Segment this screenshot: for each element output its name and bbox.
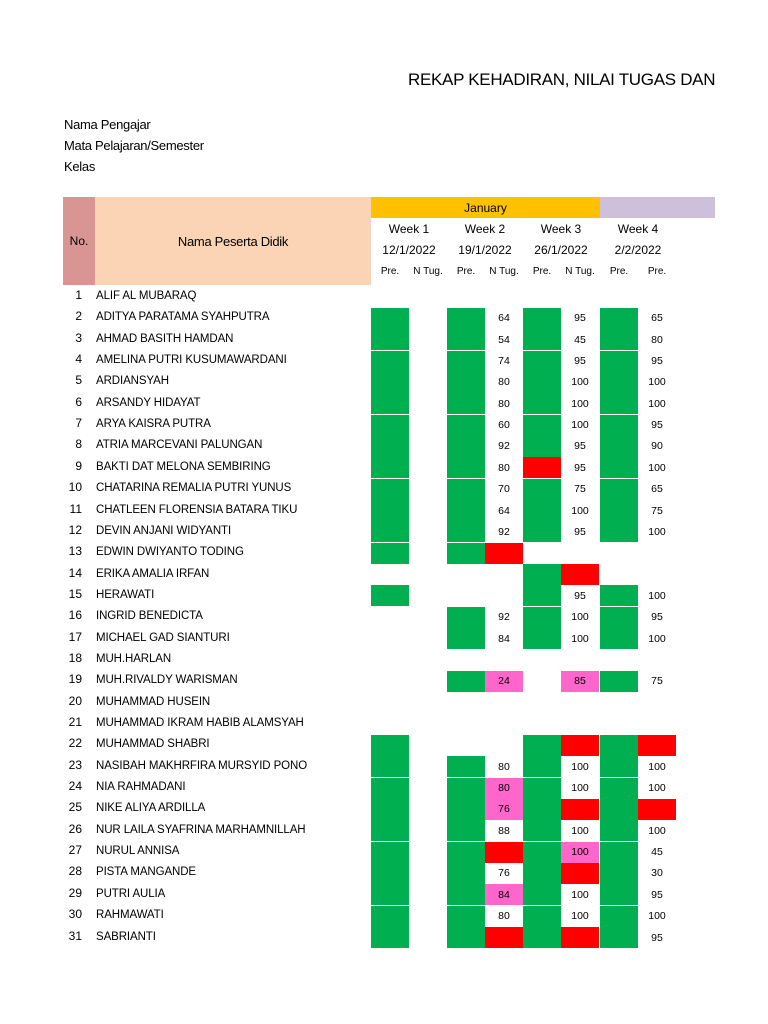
present-cell bbox=[447, 308, 485, 329]
present-cell bbox=[600, 585, 638, 606]
present-cell bbox=[600, 906, 638, 927]
present-cell bbox=[371, 521, 409, 542]
present-cell bbox=[523, 906, 561, 927]
student-name: ALIF AL MUBARAQ bbox=[96, 290, 197, 302]
score-cell: 92 bbox=[498, 440, 510, 453]
score-cell: 100 bbox=[571, 611, 589, 624]
present-cell bbox=[523, 927, 561, 948]
present-cell bbox=[523, 863, 561, 884]
present-cell bbox=[523, 778, 561, 799]
present-cell bbox=[600, 479, 638, 500]
present-cell bbox=[447, 628, 485, 649]
score-cell: 45 bbox=[651, 846, 663, 859]
present-cell bbox=[371, 735, 409, 756]
score-cell: 100 bbox=[648, 397, 666, 410]
header-month: January bbox=[371, 197, 600, 218]
present-cell bbox=[447, 521, 485, 542]
row-number: 4 bbox=[75, 352, 82, 367]
present-cell bbox=[600, 308, 638, 329]
absent-cell bbox=[561, 564, 599, 585]
score-cell: 92 bbox=[498, 525, 510, 538]
present-cell bbox=[371, 436, 409, 457]
score-cell: 100 bbox=[648, 525, 666, 538]
present-cell bbox=[447, 820, 485, 841]
row-number: 27 bbox=[68, 843, 82, 858]
score-cell: 80 bbox=[498, 910, 510, 923]
row-number: 6 bbox=[75, 394, 82, 409]
student-name: MUH.RIVALDY WARISMAN bbox=[96, 674, 238, 687]
student-name: MUH.HARLAN bbox=[96, 652, 172, 665]
score-cell: 95 bbox=[574, 525, 586, 538]
present-cell bbox=[447, 607, 485, 628]
student-name: NIA RAHMADANI bbox=[96, 781, 186, 794]
present-cell bbox=[523, 521, 561, 542]
present-cell bbox=[600, 436, 638, 457]
week-2-label: Week 2 bbox=[464, 222, 506, 236]
present-cell bbox=[447, 671, 485, 692]
score-cell: 100 bbox=[648, 782, 666, 795]
week-1-label: Week 1 bbox=[388, 222, 430, 236]
student-name: PISTA MANGANDE bbox=[96, 866, 196, 879]
student-name: MUHAMMAD IKRAM HABIB ALAMSYAH bbox=[96, 717, 304, 729]
score-cell: 95 bbox=[574, 355, 586, 368]
student-name: EDWIN DWIYANTO TODING bbox=[96, 546, 244, 559]
present-cell bbox=[371, 543, 409, 564]
absent-cell bbox=[561, 735, 599, 756]
header-no: No. bbox=[63, 197, 95, 285]
score-cell: 95 bbox=[651, 888, 663, 901]
row-number: 21 bbox=[68, 715, 82, 729]
score-cell: 100 bbox=[571, 419, 589, 432]
row-number: 11 bbox=[69, 501, 82, 516]
score-cell: 75 bbox=[651, 504, 663, 517]
sub-w4-pre: Pre. bbox=[609, 266, 629, 277]
present-cell bbox=[447, 799, 485, 820]
absent-cell bbox=[561, 863, 599, 884]
row-number: 12 bbox=[68, 522, 82, 537]
row-number: 3 bbox=[75, 330, 82, 345]
score-cell: 100 bbox=[648, 376, 666, 389]
row-number: 31 bbox=[68, 928, 82, 943]
present-cell bbox=[600, 756, 638, 777]
score-cell: 75 bbox=[651, 675, 663, 688]
row-number: 25 bbox=[68, 800, 82, 815]
score-cell: 30 bbox=[651, 867, 663, 880]
present-cell bbox=[523, 415, 561, 436]
present-cell bbox=[600, 820, 638, 841]
student-name: ADITYA PARATAMA SYAHPUTRA bbox=[96, 311, 270, 324]
row-number: 2 bbox=[75, 309, 82, 324]
present-cell bbox=[371, 799, 409, 820]
score-cell: 95 bbox=[651, 931, 663, 944]
student-name: CHATLEEN FLORENSIA BATARA TIKU bbox=[96, 503, 298, 516]
present-cell bbox=[523, 351, 561, 372]
student-name: RAHMAWATI bbox=[96, 909, 164, 922]
sub-w3-ntug: N Tug. bbox=[565, 266, 595, 277]
score-cell: 100 bbox=[648, 589, 666, 602]
student-name: ARDIANSYAH bbox=[96, 375, 169, 388]
sub-w2-pre: Pre. bbox=[456, 266, 476, 277]
present-cell bbox=[447, 372, 485, 393]
week-1-date: 12/1/2022 bbox=[382, 243, 436, 257]
score-cell-highlight: 85 bbox=[561, 671, 599, 692]
score-cell: 100 bbox=[571, 376, 589, 389]
score-cell: 84 bbox=[498, 632, 510, 645]
present-cell bbox=[523, 735, 561, 756]
week-3-date: 26/1/2022 bbox=[534, 243, 588, 257]
score-cell: 64 bbox=[498, 504, 510, 517]
student-name: NUR LAILA SYAFRINA MARHAMNILLAH bbox=[96, 823, 306, 836]
student-name: ERIKA AMALIA IRFAN bbox=[96, 567, 210, 580]
present-cell bbox=[600, 735, 638, 756]
score-cell: 70 bbox=[498, 483, 510, 496]
present-cell bbox=[371, 778, 409, 799]
score-cell-highlight: 76 bbox=[485, 799, 523, 820]
present-cell bbox=[371, 329, 409, 350]
student-name: AMELINA PUTRI KUSUMAWARDANI bbox=[96, 354, 287, 367]
present-cell bbox=[600, 457, 638, 478]
week-4-label: Week 4 bbox=[617, 222, 659, 236]
present-cell bbox=[523, 393, 561, 414]
present-cell bbox=[600, 842, 638, 863]
row-number: 29 bbox=[68, 885, 82, 900]
score-cell-highlight: 100 bbox=[561, 842, 599, 863]
present-cell bbox=[523, 884, 561, 905]
score-cell: 75 bbox=[574, 483, 586, 496]
student-name: PUTRI AULIA bbox=[96, 887, 166, 900]
present-cell bbox=[371, 820, 409, 841]
present-cell bbox=[600, 351, 638, 372]
sub-w4-pre-2: Pre. bbox=[647, 266, 667, 277]
week-3-label: Week 3 bbox=[540, 222, 582, 236]
absent-cell bbox=[561, 927, 599, 948]
present-cell bbox=[371, 756, 409, 777]
present-cell bbox=[371, 308, 409, 329]
student-name: CHATARINA REMALIA PUTRI YUNUS bbox=[96, 482, 292, 495]
present-cell bbox=[523, 628, 561, 649]
absent-cell bbox=[485, 842, 523, 863]
sub-w1-ntug: N Tug. bbox=[413, 266, 443, 277]
row-number: 30 bbox=[68, 907, 82, 922]
present-cell bbox=[600, 500, 638, 521]
present-cell bbox=[523, 842, 561, 863]
score-cell: 95 bbox=[574, 589, 586, 602]
score-cell: 76 bbox=[498, 867, 510, 880]
score-cell: 95 bbox=[651, 355, 663, 368]
row-number: 15 bbox=[68, 586, 82, 601]
present-cell bbox=[523, 329, 561, 350]
score-cell: 95 bbox=[574, 440, 586, 453]
present-cell bbox=[447, 351, 485, 372]
present-cell bbox=[371, 585, 409, 606]
row-number: 19 bbox=[68, 672, 82, 687]
score-cell: 100 bbox=[571, 397, 589, 410]
present-cell bbox=[523, 585, 561, 606]
student-name: HERAWATI bbox=[96, 588, 155, 601]
absent-cell bbox=[485, 543, 523, 564]
student-name: MUHAMMAD HUSEIN bbox=[96, 695, 211, 708]
present-cell bbox=[600, 799, 638, 820]
present-cell bbox=[600, 329, 638, 350]
score-cell: 45 bbox=[574, 333, 586, 346]
score-cell: 80 bbox=[498, 461, 510, 474]
present-cell bbox=[447, 393, 485, 414]
row-number: 20 bbox=[68, 693, 82, 708]
present-cell bbox=[600, 415, 638, 436]
score-cell: 100 bbox=[648, 760, 666, 773]
present-cell bbox=[371, 863, 409, 884]
row-number: 8 bbox=[75, 437, 82, 452]
score-cell: 100 bbox=[571, 760, 589, 773]
student-name: NIKE ALIYA ARDILLA bbox=[96, 802, 206, 815]
present-cell bbox=[371, 351, 409, 372]
student-name: INGRID BENEDICTA bbox=[96, 610, 203, 623]
score-cell: 74 bbox=[498, 355, 510, 368]
present-cell bbox=[371, 906, 409, 927]
score-cell: 95 bbox=[574, 461, 586, 474]
meta-class: Kelas bbox=[64, 159, 96, 174]
present-cell bbox=[523, 820, 561, 841]
student-name: ATRIA MARCEVANI PALUNGAN bbox=[96, 439, 263, 452]
score-cell: 95 bbox=[651, 611, 663, 624]
header-name: Nama Peserta Didik bbox=[95, 197, 371, 285]
absent-cell bbox=[638, 799, 676, 820]
score-cell: 80 bbox=[498, 760, 510, 773]
week-2-date: 19/1/2022 bbox=[458, 243, 512, 257]
score-cell: 100 bbox=[648, 461, 666, 474]
score-cell: 80 bbox=[651, 333, 663, 346]
score-cell: 100 bbox=[571, 632, 589, 645]
present-cell bbox=[600, 393, 638, 414]
student-name: AHMAD BASITH HAMDAN bbox=[96, 332, 234, 345]
present-cell bbox=[600, 628, 638, 649]
score-cell: 100 bbox=[648, 910, 666, 923]
present-cell bbox=[447, 500, 485, 521]
score-cell: 100 bbox=[571, 910, 589, 923]
present-cell bbox=[447, 884, 485, 905]
row-number: 24 bbox=[68, 779, 82, 794]
student-name: ARYA KAISRA PUTRA bbox=[96, 418, 211, 431]
row-number: 9 bbox=[75, 458, 82, 473]
row-number: 22 bbox=[68, 736, 82, 751]
present-cell bbox=[447, 756, 485, 777]
row-number: 17 bbox=[68, 629, 82, 644]
student-name: DEVIN ANJANI WIDYANTI bbox=[96, 524, 232, 537]
present-cell bbox=[371, 927, 409, 948]
present-cell bbox=[447, 457, 485, 478]
present-cell bbox=[523, 372, 561, 393]
absent-cell bbox=[638, 735, 676, 756]
sub-w1-pre: Pre. bbox=[380, 266, 400, 277]
absent-cell bbox=[485, 927, 523, 948]
score-cell: 95 bbox=[574, 312, 586, 325]
present-cell bbox=[447, 863, 485, 884]
score-cell: 80 bbox=[498, 376, 510, 389]
present-cell bbox=[600, 884, 638, 905]
sub-w2-ntug: N Tug. bbox=[489, 266, 519, 277]
present-cell bbox=[523, 564, 561, 585]
present-cell bbox=[523, 436, 561, 457]
present-cell bbox=[600, 778, 638, 799]
score-cell: 100 bbox=[648, 824, 666, 837]
present-cell bbox=[371, 393, 409, 414]
row-number: 16 bbox=[68, 608, 82, 623]
absent-cell bbox=[523, 457, 561, 478]
present-cell bbox=[523, 607, 561, 628]
row-number: 10 bbox=[68, 480, 82, 495]
score-cell: 100 bbox=[648, 632, 666, 645]
score-cell: 100 bbox=[571, 504, 589, 517]
week-4-date: 2/2/2022 bbox=[614, 243, 662, 257]
present-cell bbox=[600, 927, 638, 948]
header-month-next bbox=[600, 197, 715, 218]
present-cell bbox=[447, 479, 485, 500]
student-name: BAKTI DAT MELONA SEMBIRING bbox=[96, 460, 271, 473]
present-cell bbox=[523, 479, 561, 500]
score-cell-highlight: 80 bbox=[485, 778, 523, 799]
present-cell bbox=[523, 756, 561, 777]
row-number: 13 bbox=[68, 544, 82, 559]
present-cell bbox=[523, 308, 561, 329]
sub-w3-pre: Pre. bbox=[532, 266, 552, 277]
present-cell bbox=[447, 329, 485, 350]
present-cell bbox=[523, 799, 561, 820]
student-name: NURUL ANNISA bbox=[96, 845, 180, 858]
meta-subject: Mata Pelajaran/Semester bbox=[64, 138, 204, 153]
present-cell bbox=[447, 543, 485, 564]
score-cell: 80 bbox=[498, 397, 510, 410]
present-cell bbox=[371, 884, 409, 905]
present-cell bbox=[371, 457, 409, 478]
row-number: 7 bbox=[75, 416, 82, 431]
row-number: 18 bbox=[68, 650, 82, 665]
present-cell bbox=[447, 778, 485, 799]
present-cell bbox=[447, 906, 485, 927]
present-cell bbox=[600, 372, 638, 393]
score-cell: 60 bbox=[498, 419, 510, 432]
score-cell-highlight: 84 bbox=[485, 884, 523, 905]
score-cell: 90 bbox=[651, 440, 663, 453]
present-cell bbox=[447, 842, 485, 863]
row-number: 5 bbox=[75, 373, 82, 388]
present-cell bbox=[600, 607, 638, 628]
present-cell bbox=[447, 927, 485, 948]
row-number: 23 bbox=[68, 757, 82, 772]
score-cell: 65 bbox=[651, 483, 663, 496]
present-cell bbox=[523, 500, 561, 521]
score-cell: 95 bbox=[651, 419, 663, 432]
present-cell bbox=[600, 521, 638, 542]
student-name: MUHAMMAD SHABRI bbox=[96, 738, 210, 751]
row-number: 14 bbox=[68, 565, 82, 580]
present-cell bbox=[371, 500, 409, 521]
student-name: ARSANDY HIDAYAT bbox=[96, 396, 201, 409]
score-cell: 64 bbox=[498, 312, 510, 325]
student-name: NASIBAH MAKHRFIRA MURSYID PONO bbox=[96, 759, 308, 772]
student-name: SABRIANTI bbox=[96, 930, 156, 943]
present-cell bbox=[600, 863, 638, 884]
document-title: REKAP KEHADIRAN, NILAI TUGAS DAN bbox=[408, 70, 716, 89]
score-cell: 100 bbox=[571, 824, 589, 837]
score-cell-highlight: 24 bbox=[485, 671, 523, 692]
row-number: 1 bbox=[75, 288, 82, 302]
absent-cell bbox=[561, 799, 599, 820]
present-cell bbox=[371, 415, 409, 436]
present-cell bbox=[600, 671, 638, 692]
score-cell: 100 bbox=[571, 782, 589, 795]
score-cell: 100 bbox=[571, 888, 589, 901]
present-cell bbox=[447, 415, 485, 436]
row-number: 28 bbox=[68, 864, 82, 879]
present-cell bbox=[371, 372, 409, 393]
score-cell: 65 bbox=[651, 312, 663, 325]
row-number: 26 bbox=[68, 821, 82, 836]
meta-teacher: Nama Pengajar bbox=[64, 117, 151, 132]
present-cell bbox=[447, 436, 485, 457]
score-cell: 54 bbox=[498, 333, 510, 346]
present-cell bbox=[371, 479, 409, 500]
score-cell: 88 bbox=[498, 824, 510, 837]
student-name: MICHAEL GAD SIANTURI bbox=[96, 631, 230, 644]
score-cell: 92 bbox=[498, 611, 510, 624]
present-cell bbox=[371, 842, 409, 863]
